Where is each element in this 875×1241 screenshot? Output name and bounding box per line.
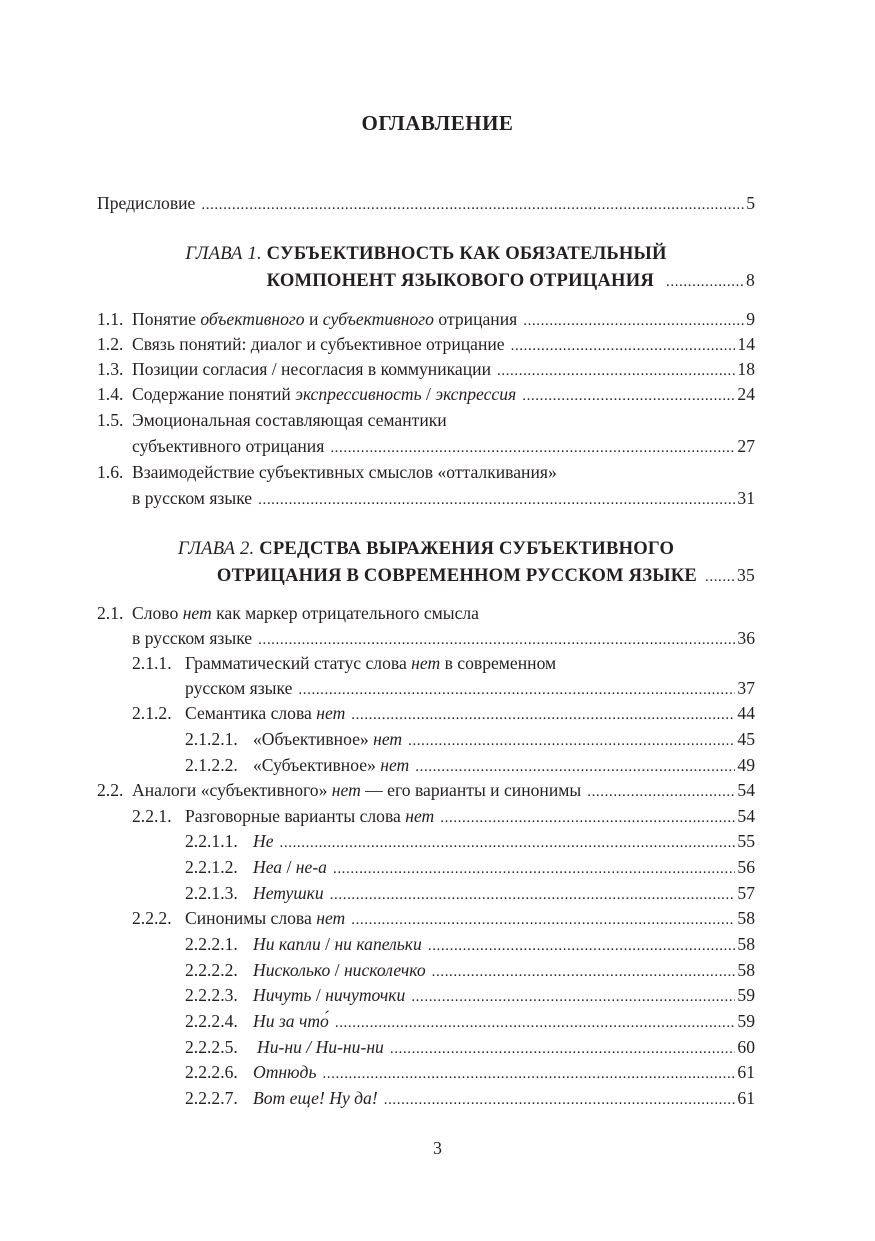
toc-entry-1-2[interactable] — [97, 332, 755, 356]
chapter-2-heading-line2[interactable] — [97, 562, 755, 588]
entry-title: Ни-ни / Ни-ни-ни — [257, 1037, 384, 1057]
entry-number: 2.1.2.2. — [185, 755, 238, 775]
entry-number: 2.2.1.2. — [185, 857, 238, 877]
leader-dots — [298, 678, 735, 702]
leader-dots — [415, 755, 735, 779]
entry-title: Предисловие — [97, 193, 196, 213]
entry-title-cont: субъективного отрицания — [132, 436, 325, 456]
toc-entry-2-1-1-line2[interactable] — [97, 676, 755, 700]
entry-number: 1.2. — [97, 334, 124, 354]
toc-entry-2-2-1-3[interactable] — [97, 881, 755, 905]
chapter-title-line2: КОМПОНЕНТ ЯЗЫКОВОГО ОТРИЦАНИЯ — [266, 270, 654, 291]
entry-page: 9 — [746, 309, 755, 329]
entry-title: Вот еще! Ну да! — [253, 1088, 378, 1108]
toc-entry-2-2-2-4[interactable] — [97, 1009, 755, 1033]
entry-number: 2.1.1. — [132, 653, 172, 673]
chapter-1-heading-line2[interactable] — [97, 267, 755, 293]
entry-number: 2.2.2.6. — [185, 1062, 238, 1082]
entry-title: Отнюдь — [253, 1062, 317, 1082]
entry-number: 1.1. — [97, 309, 124, 329]
entry-number: 2.2.1.1. — [185, 831, 238, 851]
entry-number: 1.4. — [97, 384, 124, 404]
leader-dots — [384, 1088, 736, 1112]
entry-number: 2.2.1. — [132, 806, 172, 826]
toc-entry-2-2-2-5[interactable] — [97, 1035, 755, 1059]
entry-page: 56 — [737, 857, 755, 877]
leader-dots — [333, 857, 735, 881]
entry-page: 57 — [737, 883, 755, 903]
entry-page: 37 — [737, 678, 755, 698]
entry-title: Связь понятий: диалог и субъективное отрицание — [132, 334, 505, 354]
entry-number: 2.2.2.3. — [185, 985, 238, 1005]
leader-dots — [330, 436, 735, 460]
toc-entry-1-6-line1[interactable] — [97, 460, 755, 484]
leader-dots — [523, 309, 744, 333]
entry-page: 59 — [737, 1011, 755, 1031]
entry-title: Грамматический статус слова нет в современном — [185, 653, 557, 673]
toc-entry-2-1-2[interactable] — [97, 701, 755, 725]
entry-number: 2.2.2.7. — [185, 1088, 238, 1108]
entry-page: 61 — [737, 1088, 755, 1108]
leader-dots — [428, 934, 736, 958]
leader-dots — [258, 488, 735, 512]
toc-entry-2-1-2-1[interactable] — [97, 727, 755, 751]
leader-dots — [330, 883, 736, 907]
entry-page: 45 — [737, 729, 755, 749]
page-number: 3 — [433, 1138, 442, 1158]
toc-entry-2-2-1-1[interactable] — [97, 829, 755, 853]
toc-entry-2-2-2-2[interactable] — [97, 958, 755, 982]
toc-entry-preface[interactable] — [97, 191, 755, 215]
entry-title: Нетушки — [253, 883, 324, 903]
toc-entry-2-1-line2[interactable] — [97, 626, 755, 650]
chapter-title-line1: СУБЪЕКТИВНОСТЬ КАК ОБЯЗАТЕЛЬНЫЙ — [266, 243, 667, 264]
entry-page: 54 — [737, 806, 755, 826]
entry-page: 5 — [746, 193, 755, 213]
entry-title: Понятие объективного и субъективного отрицания — [132, 309, 518, 329]
entry-title-cont: русском языке — [185, 678, 293, 698]
entry-page: 58 — [737, 908, 755, 928]
entry-title: Неа / не-а — [253, 857, 327, 877]
leader-dots — [322, 1062, 735, 1086]
chapter-title-line2: ОТРИЦАНИЯ В СОВРЕМЕННОМ РУССКОМ ЯЗЫКЕ — [216, 565, 697, 586]
entry-title: Ни за что́ — [253, 1011, 329, 1031]
leader-dots — [351, 908, 735, 932]
toc-entry-2-1-2-2[interactable] — [97, 753, 755, 777]
entry-page: 54 — [737, 780, 755, 800]
entry-title: Семантика слова нет — [185, 703, 346, 723]
entry-page: 31 — [737, 488, 755, 508]
entry-title: Ничуть / ничуточки — [253, 985, 406, 1005]
entry-page: 44 — [737, 703, 755, 723]
toc-entry-2-2-2-6[interactable] — [97, 1060, 755, 1084]
leader-dots — [411, 985, 735, 1009]
entry-page: 55 — [737, 831, 755, 851]
leader-dots — [258, 628, 735, 652]
leader-dots — [351, 703, 735, 727]
leader-dots — [666, 269, 744, 295]
toc-entry-2-2-1-2[interactable] — [97, 855, 755, 879]
entry-number: 1.6. — [97, 462, 124, 482]
chapter-label: ГЛАВА 1. — [185, 243, 267, 264]
leader-dots — [511, 334, 736, 358]
table-of-contents — [97, 0, 755, 1241]
entry-page: 36 — [737, 628, 755, 648]
toc-entry-1-1[interactable] — [97, 307, 755, 331]
entry-page: 35 — [737, 565, 755, 585]
entry-number: 2.2.2.5. — [185, 1037, 238, 1057]
entry-number: 2.1. — [97, 603, 124, 623]
entry-number: 2.2. — [97, 780, 124, 800]
leader-dots — [522, 384, 735, 408]
entry-title: Эмоциональная составляющая семантики — [132, 410, 447, 430]
entry-page: 18 — [737, 359, 755, 379]
toc-entry-2-2-1[interactable] — [97, 804, 755, 828]
toc-entry-1-4[interactable] — [97, 382, 755, 406]
entry-number: 2.2.2. — [132, 908, 172, 928]
toc-entry-2-2[interactable] — [97, 778, 755, 802]
leader-dots — [280, 831, 736, 855]
entry-number: 2.1.2. — [132, 703, 172, 723]
toc-entry-1-5-line1[interactable] — [97, 408, 755, 432]
toc-entry-2-1-line1[interactable] — [97, 601, 755, 625]
entry-page: 60 — [737, 1037, 755, 1057]
entry-page: 49 — [737, 755, 755, 775]
leader-dots — [497, 359, 735, 383]
leader-dots — [390, 1037, 736, 1061]
leader-dots — [432, 960, 736, 984]
leader-dots — [705, 564, 735, 590]
entry-title: Нисколько / нисколечко — [253, 960, 426, 980]
entry-title: Ни капли / ни капельки — [253, 934, 422, 954]
entry-title: Разговорные варианты слова нет — [185, 806, 435, 826]
entry-title: Взаимодействие субъективных смыслов «отталкивания» — [132, 462, 557, 482]
chapter-1-heading-line1[interactable] — [97, 241, 755, 267]
toc-entry-1-6-line2[interactable] — [97, 486, 755, 510]
leader-dots — [201, 193, 744, 217]
entry-number: 1.3. — [97, 359, 124, 379]
toc-entry-2-2-2-7[interactable] — [97, 1086, 755, 1110]
entry-page: 59 — [737, 985, 755, 1005]
entry-title: Позиции согласия / несогласия в коммуникации — [132, 359, 491, 379]
leader-dots — [408, 729, 735, 753]
leader-dots — [587, 780, 735, 804]
entry-title: Содержание понятий экспрессивность / экспрессия — [132, 384, 517, 404]
entry-number: 2.2.2.4. — [185, 1011, 238, 1031]
entry-page: 27 — [737, 436, 755, 456]
entry-page: 8 — [746, 270, 755, 290]
entry-number: 2.2.1.3. — [185, 883, 238, 903]
toc-entry-2-1-1-line1[interactable] — [97, 651, 755, 675]
toc-entry-2-2-2[interactable] — [97, 906, 755, 930]
entry-page: 58 — [737, 960, 755, 980]
leader-dots — [440, 806, 735, 830]
toc-entry-1-3[interactable] — [97, 357, 755, 381]
entry-page: 61 — [737, 1062, 755, 1082]
chapter-label: ГЛАВА 2. — [177, 538, 260, 559]
entry-title-cont: в русском языке — [132, 628, 253, 648]
entry-number: 2.2.2.2. — [185, 960, 238, 980]
toc-entry-1-5-line2[interactable] — [97, 434, 755, 458]
entry-page: 14 — [737, 334, 755, 354]
entry-page: 24 — [737, 384, 755, 404]
entry-title: Слово нет как маркер отрицательного смысла — [132, 603, 479, 623]
entry-title: «Субъективное» нет — [253, 755, 410, 775]
toc-entry-2-2-2-1[interactable] — [97, 932, 755, 956]
entry-title: Аналоги «субъективного» нет — его варианты и синонимы — [132, 780, 582, 800]
entry-title: Синонимы слова нет — [185, 908, 346, 928]
toc-entry-2-2-2-3[interactable] — [97, 983, 755, 1007]
entry-number: 2.2.2.1. — [185, 934, 238, 954]
entry-title: Не — [253, 831, 274, 851]
entry-number: 2.1.2.1. — [185, 729, 238, 749]
entry-title-cont: в русском языке — [132, 488, 253, 508]
chapter-title-line1: СРЕДСТВА ВЫРАЖЕНИЯ СУБЪЕКТИВНОГО — [259, 538, 675, 559]
entry-title: «Объективное» нет — [253, 729, 403, 749]
leader-dots — [335, 1011, 736, 1035]
chapter-2-heading-line1[interactable] — [97, 536, 755, 562]
entry-number: 1.5. — [97, 410, 124, 430]
page-title: ОГЛАВЛЕНИЕ — [361, 111, 514, 135]
entry-page: 58 — [737, 934, 755, 954]
